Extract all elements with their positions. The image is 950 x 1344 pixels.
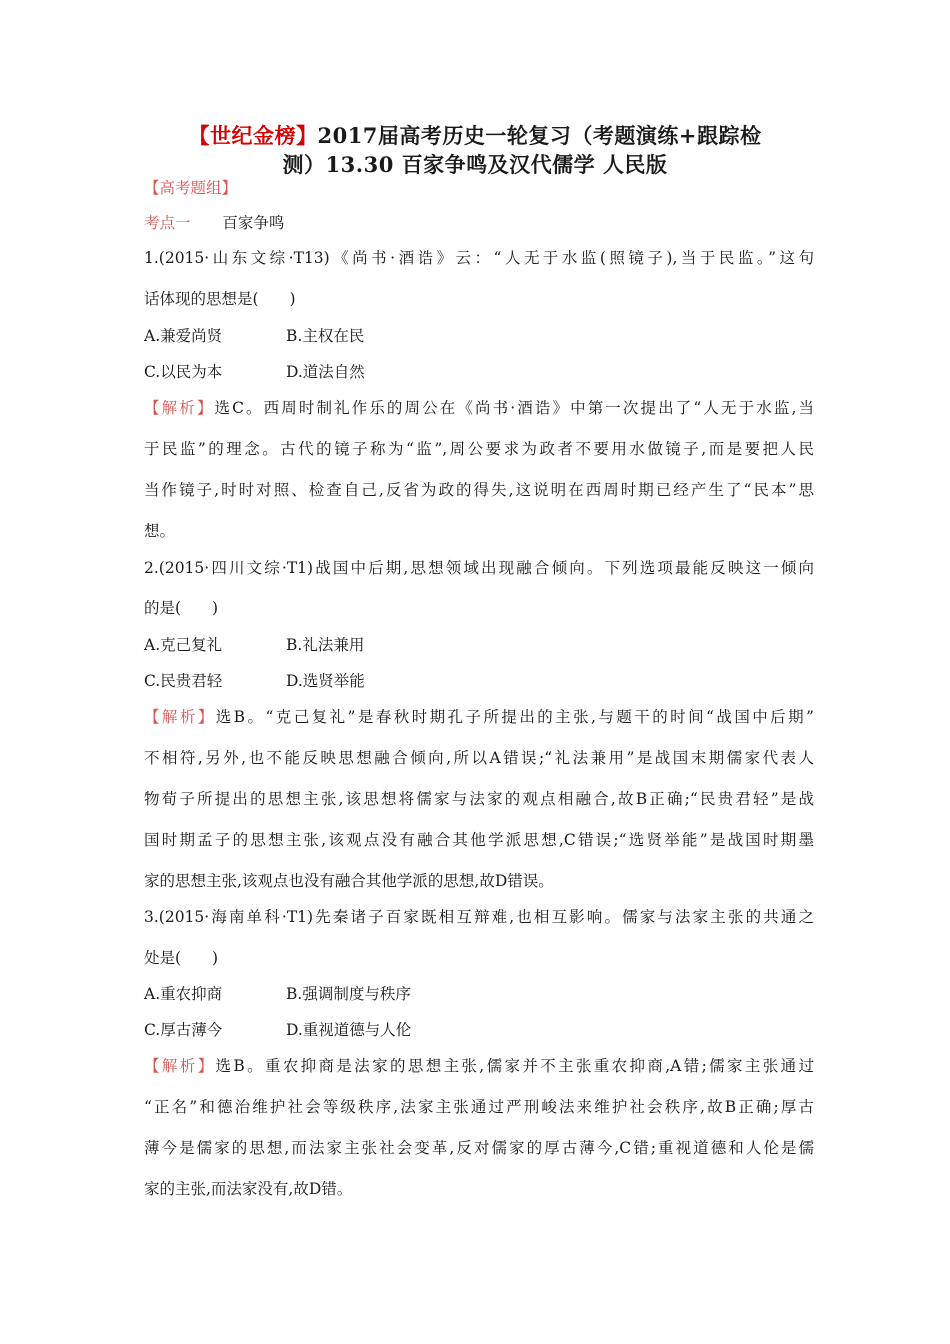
document-title-line-2: 测）13.30 百家争鸣及汉代儒学 人民版 bbox=[282, 152, 668, 177]
question-3-analysis-line-4: 家的主张,而法家没有,故D错。 bbox=[144, 1180, 353, 1198]
question-1-option-d: D.道法自然 bbox=[286, 363, 365, 381]
analysis-text: 选B。重农抑商是法家的思想主张,儒家并不主张重农抑商,A错;儒家主张通过 bbox=[215, 1057, 814, 1075]
analysis-tag: 【解析】 bbox=[144, 399, 215, 417]
question-3-option-b: B.强调制度与秩序 bbox=[286, 985, 411, 1003]
question-1-option-c: C.以民为本 bbox=[144, 363, 223, 381]
section-label: 考点一 bbox=[144, 214, 191, 232]
question-1-analysis-line-2: 于民监”的理念。古代的镜子称为“监”,周公要求为政者不要用水做镜子,而是要把人民 bbox=[144, 440, 814, 458]
question-2-analysis-line-4: 国时期孟子的思想主张,该观点没有融合其他学派思想,C错误;“选贤举能”是战国时期墨 bbox=[144, 831, 814, 849]
question-2-analysis-line-2: 不相符,另外,也不能反映思想融合倾向,所以A错误;“礼法兼用”是战国末期儒家代表人 bbox=[144, 749, 814, 767]
question-2-analysis-line-1 bbox=[144, 706, 814, 728]
question-3-option-d: D.重视道德与人伦 bbox=[286, 1021, 412, 1039]
analysis-tag: 【解析】 bbox=[144, 708, 216, 726]
question-1-option-b: B.主权在民 bbox=[286, 327, 365, 345]
question-2-analysis-line-5: 家的思想主张,该观点也没有融合其他学派的思想,故D错误。 bbox=[144, 872, 554, 890]
section-name: 百家争鸣 bbox=[222, 214, 285, 232]
question-1-analysis-line-1 bbox=[144, 397, 814, 419]
question-1-analysis-line-3: 当作镜子,时时对照、检查自己,反省为政的得失,这说明在西周时期已经产生了“民本”思 bbox=[144, 481, 814, 499]
question-2-option-a: A.克己复礼 bbox=[144, 636, 223, 654]
analysis-text: 选B。“克己复礼”是春秋时期孔子所提出的主张,与题干的时间“战国中后期” bbox=[215, 708, 814, 726]
question-2-option-b: B.礼法兼用 bbox=[286, 636, 365, 654]
question-1-option-a: A.兼爱尚贤 bbox=[144, 327, 223, 345]
question-1-stem-line-2: 话体现的思想是( ) bbox=[144, 290, 296, 308]
title-main-text: 2017届高考历史一轮复习（考题演练+跟踪检 bbox=[317, 123, 762, 148]
document-title-line-1 bbox=[100, 122, 850, 150]
question-2-stem-line-2: 的是( ) bbox=[144, 599, 219, 617]
analysis-tag: 【解析】 bbox=[144, 1057, 216, 1075]
question-3-analysis-line-1 bbox=[144, 1055, 814, 1077]
question-3-stem-line-2: 处是( ) bbox=[144, 949, 219, 967]
question-1-stem-line-1: 1.(2015·山东文综·T13)《尚书·酒诰》云：“人无于水监(照镜子),当于民监。”这句 bbox=[144, 249, 814, 267]
question-3-option-c: C.厚古薄今 bbox=[144, 1021, 223, 1039]
question-2-stem-line-1: 2.(2015·四川文综·T1)战国中后期,思想领域出现融合倾向。下列选项最能反映这一倾向 bbox=[144, 559, 814, 577]
question-2-analysis-line-3: 物荀子所提出的思想主张,该思想将儒家与法家的观点相融合,故B正确;“民贵君轻”是战 bbox=[144, 790, 814, 808]
question-3-analysis-line-2: “正名”和德治维护社会等级秩序,法家主张通过严刑峻法来维护社会秩序,故B正确;厚古 bbox=[144, 1098, 814, 1116]
question-3-option-a: A.重农抑商 bbox=[144, 985, 223, 1003]
title-bracket-prefix: 【世纪金榜】 bbox=[188, 123, 318, 148]
question-1-analysis-line-4: 想。 bbox=[144, 522, 176, 540]
section-heading bbox=[144, 212, 814, 234]
question-2-option-d: D.选贤举能 bbox=[286, 672, 365, 690]
analysis-text: 选C。西周时制礼作乐的周公在《尚书·酒诰》中第一次提出了“人无于水监,当 bbox=[214, 399, 814, 417]
question-3-stem-line-1: 3.(2015·海南单科·T1)先秦诸子百家既相互辩难,也相互影响。儒家与法家主张的共通之 bbox=[144, 908, 814, 926]
question-2-option-c: C.民贵君轻 bbox=[144, 672, 223, 690]
question-3-analysis-line-3: 薄今是儒家的思想,而法家主张社会变革,反对儒家的厚古薄今,C错;重视道德和人伦是儒 bbox=[144, 1139, 814, 1157]
group-label: 【高考题组】 bbox=[144, 179, 238, 197]
